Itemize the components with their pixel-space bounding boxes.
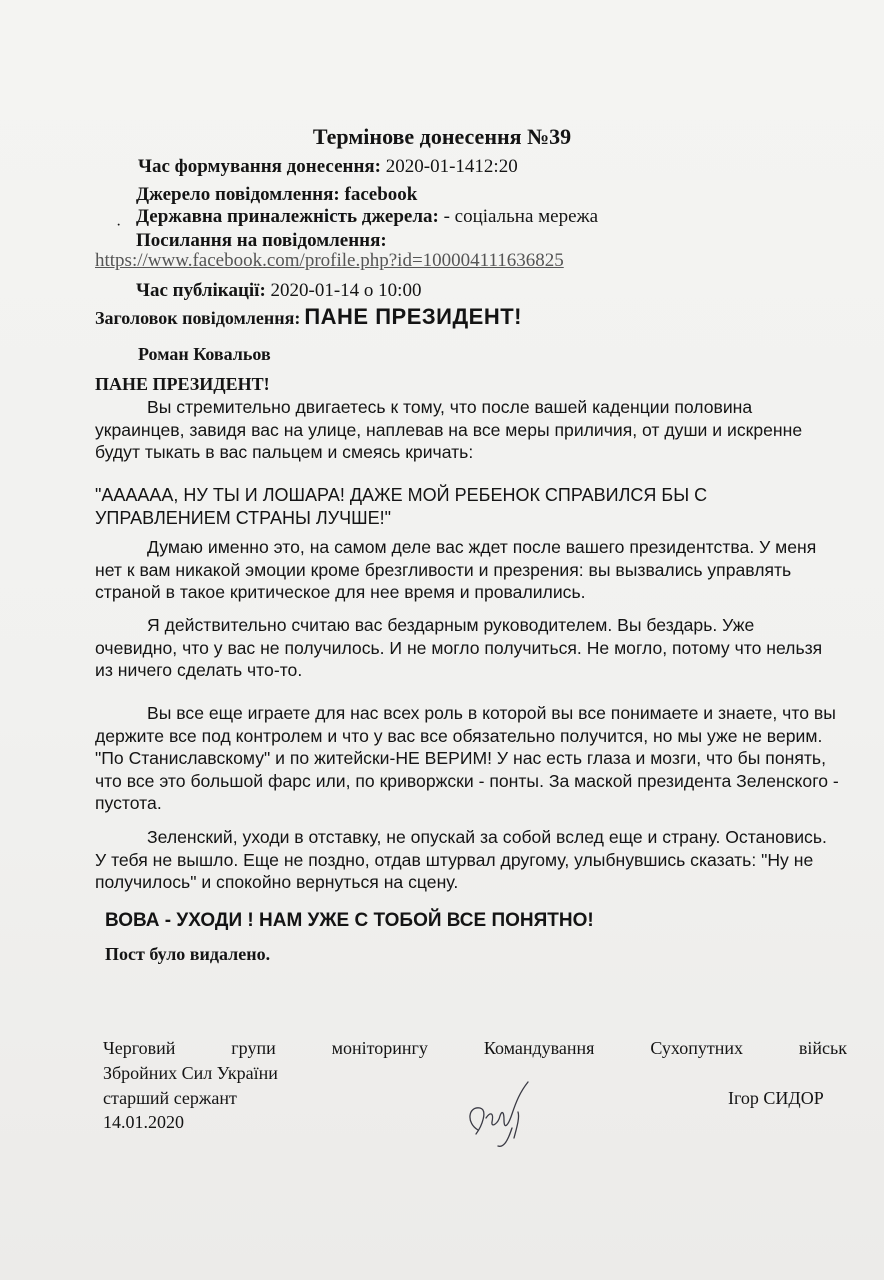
meta-formed-label: Час формування донесення:: [138, 156, 382, 177]
paragraph-6: [95, 826, 840, 894]
meta-ownership-value: - соціальна мережа: [443, 206, 599, 227]
signature-row-1: [103, 1038, 847, 1059]
paragraph-text: Вы стремительно двигаетесь к тому, что после вашей каденции половина украинцев, завидя вас на улице, наплевав на все меры приличия, от души и искренне будут тыкать в вас пальцем и смеясь кричать:: [95, 397, 803, 462]
meta-headline-value: ПАНЕ ПРЕЗИДЕНТ!: [304, 304, 522, 329]
sig-word: Сухопутних: [650, 1038, 744, 1058]
paragraph-4: [95, 614, 840, 682]
meta-published-value: 2020-01-14 о 10:00: [270, 280, 422, 301]
paragraph-2-quote: [95, 484, 840, 530]
meta-link-label-row: [136, 230, 387, 252]
meta-formed-time: [138, 156, 518, 178]
paragraph-5: [95, 702, 840, 815]
paragraph-text: Думаю именно это, на самом деле вас ждет после вашего президентства. У меня нет к вам никакой эмоции кроме брезгливости и презрения: вы вызвались управлять страной в такое критическое для нее время и провалились.: [95, 537, 817, 602]
meta-source-value: facebook: [344, 184, 418, 205]
sig-word: групи: [231, 1038, 276, 1058]
handwritten-signature-icon: [458, 1068, 548, 1158]
meta-headline: [95, 304, 522, 330]
sig-word: Командування: [483, 1038, 595, 1058]
meta-published: [136, 280, 421, 302]
signature-date: 14.01.2020: [103, 1112, 184, 1132]
deleted-note: Пост було видалено.: [105, 944, 271, 964]
signature-rank: старший сержант: [103, 1088, 237, 1108]
meta-ownership: [136, 206, 598, 228]
sig-word: моніторингу: [331, 1038, 428, 1058]
paragraph-text: "АААААА, НУ ТЫ И ЛОШАРА! ДАЖЕ МОЙ РЕБЕНОК СПРАВИЛСЯ БЫ С УПРАВЛЕНИЕМ СТРАНЫ ЛУЧШЕ!": [95, 485, 708, 528]
paragraph-3: [95, 536, 840, 604]
paragraph-1: [95, 396, 840, 464]
final-line: ВОВА - УХОДИ ! НАМ УЖЕ С ТОБОЙ ВСЕ ПОНЯТНО!: [105, 910, 594, 931]
document-title: Термінове донесення №39: [312, 124, 572, 149]
bullet-mark: ·: [116, 217, 122, 234]
meta-source: [136, 184, 417, 206]
sig-word: військ: [798, 1038, 847, 1058]
meta-headline-label: Заголовок повідомлення:: [95, 308, 301, 328]
paragraph-text: Вы все еще играете для нас всех роль в которой вы все понимаете и знаете, что вы держите все под контролем и что у вас все обязательно получится, но мы уже не верим. "По Станиславскому" и по житейски-НЕ ВЕРИМ! У нас есть глаза и мозги, что бы понять, что все это большой фарс или, по криворжски - понты. За маской президента Зеленского - пустота.: [95, 703, 839, 813]
paragraph-text: Зеленский, уходи в отставку, не опускай за собой вслед еще и страну. Остановись. У тебя не вышло. Еще не поздно, отдав штурвал другому, улыбнувшись сказать: "Ну не получилось" и спокойно вернуться на сцену.: [95, 827, 827, 892]
paragraph-text: Я действительно считаю вас бездарным руководителем. Вы бездарь. Уже очевидно, что у вас не получилось. И не могло получиться. Не могло, потому что нельзя из ничего сделать что-то.: [95, 615, 823, 680]
sig-word: Черговий: [103, 1038, 176, 1058]
meta-source-label: Джерело повідомлення:: [136, 184, 340, 205]
meta-link-url[interactable]: https://www.facebook.com/profile.php?id=100004111636825: [95, 250, 564, 271]
meta-published-label: Час публікації:: [136, 280, 266, 301]
post-author: Роман Ковальов: [138, 344, 271, 364]
post-heading: ПАНЕ ПРЕЗИДЕНТ!: [95, 374, 270, 394]
meta-formed-value: 2020-01-1412:20: [385, 156, 518, 177]
meta-ownership-label: Державна приналежність джерела:: [136, 206, 439, 227]
signature-unit: Збройних Сил України: [103, 1063, 278, 1083]
signature-name: Ігор СИДОР: [728, 1088, 824, 1108]
meta-link-label: Посилання на повідомлення:: [136, 230, 387, 251]
